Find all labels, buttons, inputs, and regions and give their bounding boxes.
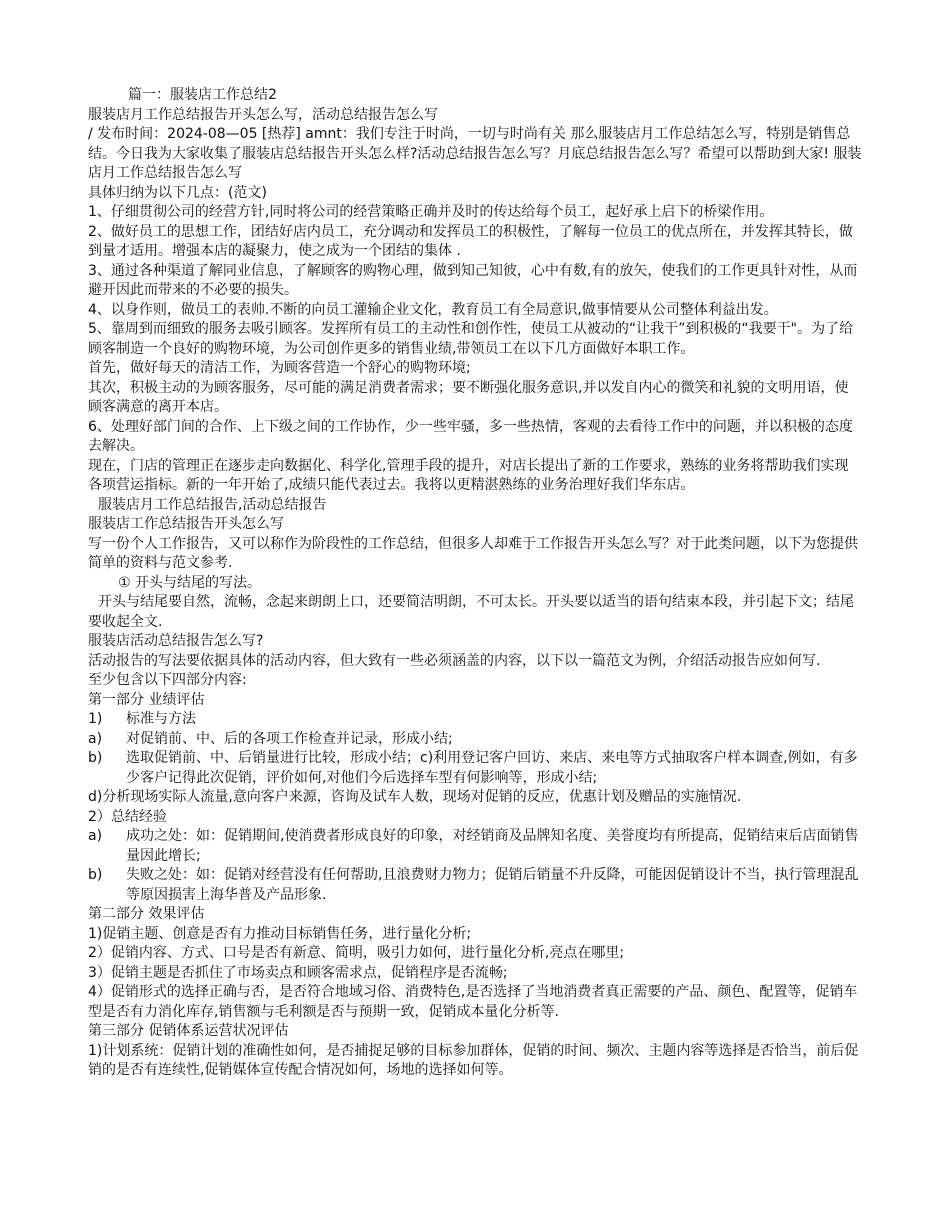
part1-item: b) 选取促销前、中、后销量进行比较，形成小结；c)利用登记客户回访、来店、来电等方式抽取客户样本调查,例如，有多少客户记得此次促销，评价如何,对他们今后选择车型有何影响等，形成小结; [88, 750, 858, 786]
subheading-1: 服装店月工作总结报告,活动总结报告 [98, 496, 327, 513]
part2-item: 1)促销主题、创意是否有力推动目标销售任务，进行量化分析; [88, 925, 472, 942]
part1-item: 1) 标准与方法 [88, 711, 196, 727]
begin-end-paragraph: 开头与结尾要自然，流畅，念起来朗朗上口，还要简洁明朗，不可太长。开头要以适当的语句结束本段，并引起下文；结尾要收起全文. [88, 594, 854, 630]
publish-paragraph: / 发布时间：2024-08—05 [热荐] amnt：我们专注于时尚，一切与时尚有关 那么服装店月工作总结怎么写，特别是销售总结。今日我为大家收集了服装店总结报告开头怎么样?活动总结报告怎么写？月底总结报告怎么写？希望可以帮助到大家! 服装店月工作总结报告怎么写 [88, 126, 862, 181]
part1-summary-item: b) 失败之处：如：促销对经营没有任何帮助,且浪费财力物力；促销后销量不升反降，可能因促销设计不当，执行管理混乱等原因损害上海华普及产品形象. [88, 867, 859, 903]
point-6: 6、处理好部门间的合作、上下级之间的工作协作，少一些牢骚，多一些热情，客观的去看待工作中的问题，并以积极的态度去解决。 [88, 418, 853, 454]
part3-item: 1)计划系统：促销计划的准确性如何，是否捕捉足够的目标参加群体，促销的时间、频次、主题内容等选择是否恰当，前后促销的是否有连续性,促销媒体宣传配合情况如何，场地的选择如何等。 [88, 1042, 859, 1078]
second-paragraph: 其次，积极主动的为顾客服务，尽可能的满足消费者需求；要不断强化服务意识,并以发自内心的微笑和礼貌的文明用语，使顾客满意的离开本店。 [88, 379, 849, 415]
part1-heading: 第一部分 业绩评估 [88, 691, 205, 708]
subheading-2: 服装店工作总结报告开头怎么写 [88, 516, 284, 532]
point-1: 1、仔细贯彻公司的经营方针,同时将公司的经营策略正确并及时的传达给每个员工，起好承上启下的桥梁作用。 [88, 204, 774, 220]
point-4: 4、以身作则，做员工的表帅.不断的向员工灌输企业文化，教育员工有全局意识,做事情要从公司整体利益出发。 [88, 301, 778, 318]
part1-summary-heading: 2）总结经验 [88, 808, 167, 825]
part1-summary-item: a) 成功之处：如：促销期间,使消费者形成良好的印象，对经销商及品牌知名度、美誉度均有所提高，促销结束后店面销售量因此增长; [88, 828, 859, 864]
doc-title: 服装店月工作总结报告开头怎么写，活动总结报告怎么写 [88, 106, 438, 123]
first-paragraph: 首先，做好每天的清洁工作，为顾客营造一个舒心的购物环境; [88, 360, 471, 376]
part3-heading: 第三部分 促销体系运营状况评估 [88, 1023, 289, 1039]
part1-d-paragraph: d)分析现场实际人流量,意向客户来源，咨询及试车人数，现场对促销的反应，优惠计划及赠品的实施情况. [88, 789, 742, 805]
part2-item: 2）促销内容、方式、口号是否有新意、简明，吸引力如何，进行量化分析,亮点在哪里; [88, 945, 625, 961]
write-paragraph: 写一份个人工作报告，又可以称作为阶段性的工作总结，但很多人却难于工作报告开头怎么写？对于此类问题，以下为您提供简单的资料与范文参考. [88, 535, 858, 571]
activity-question: 服装店活动总结报告怎么写? [88, 633, 264, 649]
circle-heading: ① 开头与结尾的写法。 [118, 574, 262, 591]
point-2: 2、做好员工的思想工作，团结好店内员工，充分调动和发挥员工的积极性，了解每一位员工的优点所在，并发挥其特长，做到量才适用。增强本店的凝聚力，使之成为一个团结的集体 . [88, 223, 853, 259]
part2-item: 3）促销主题是否抓住了市场卖点和顾客需求点，促销程序是否流畅; [88, 964, 508, 981]
part1-item: a) 对促销前、中、后的各项工作检查并记录，形成小结; [88, 730, 453, 747]
part2-heading: 第二部分 效果评估 [88, 906, 205, 922]
activity-paragraph: 活动报告的写法要依据具体的活动内容，但大致有一些必须涵盖的内容，以下以一篇范文为例，介绍活动报告应如何写. [88, 652, 821, 669]
atleast-paragraph: 至少包含以下四部分内容: [88, 672, 247, 688]
now-paragraph: 现在，门店的管理正在逐步走向数据化、科学化,管理手段的提升，对店长提出了新的工作要求，熟练的业务将帮助我们实现各项营运指标。新的一年开始了,成绩只能代表过去。我将以更精湛熟练的业务治理好我们华东店。 [88, 457, 849, 493]
intro-paragraph: 具体归纳为以下几点：(范文) [88, 184, 267, 201]
point-3: 3、通过各种渠道了解同业信息，了解顾客的购物心理，做到知己知彼，心中有数,有的放矢，使我们的工作更具针对性，从而避开因此而带来的不必要的损失。 [88, 262, 858, 298]
point-5: 5、靠周到而细致的服务去吸引顾客。发挥所有员工的主动性和创作性，使员工从被动的“让我干”到积极的“我要干"。为了给顾客制造一个良好的购物环境，为公司创作更多的销售业绩,带领员工在以下几方面做好本职工作。 [88, 321, 854, 357]
part2-item: 4）促销形式的选择正确与否，是否符合地域习俗、消费特色,是否选择了当地消费者真正需要的产品、颜色、配置等，促销车型是否有力消化库存,销售额与毛利额是否与预期一致，促销成本量化分析等. [88, 984, 858, 1020]
doc-heading: 篇一：服装店工作总结2 [128, 87, 277, 103]
